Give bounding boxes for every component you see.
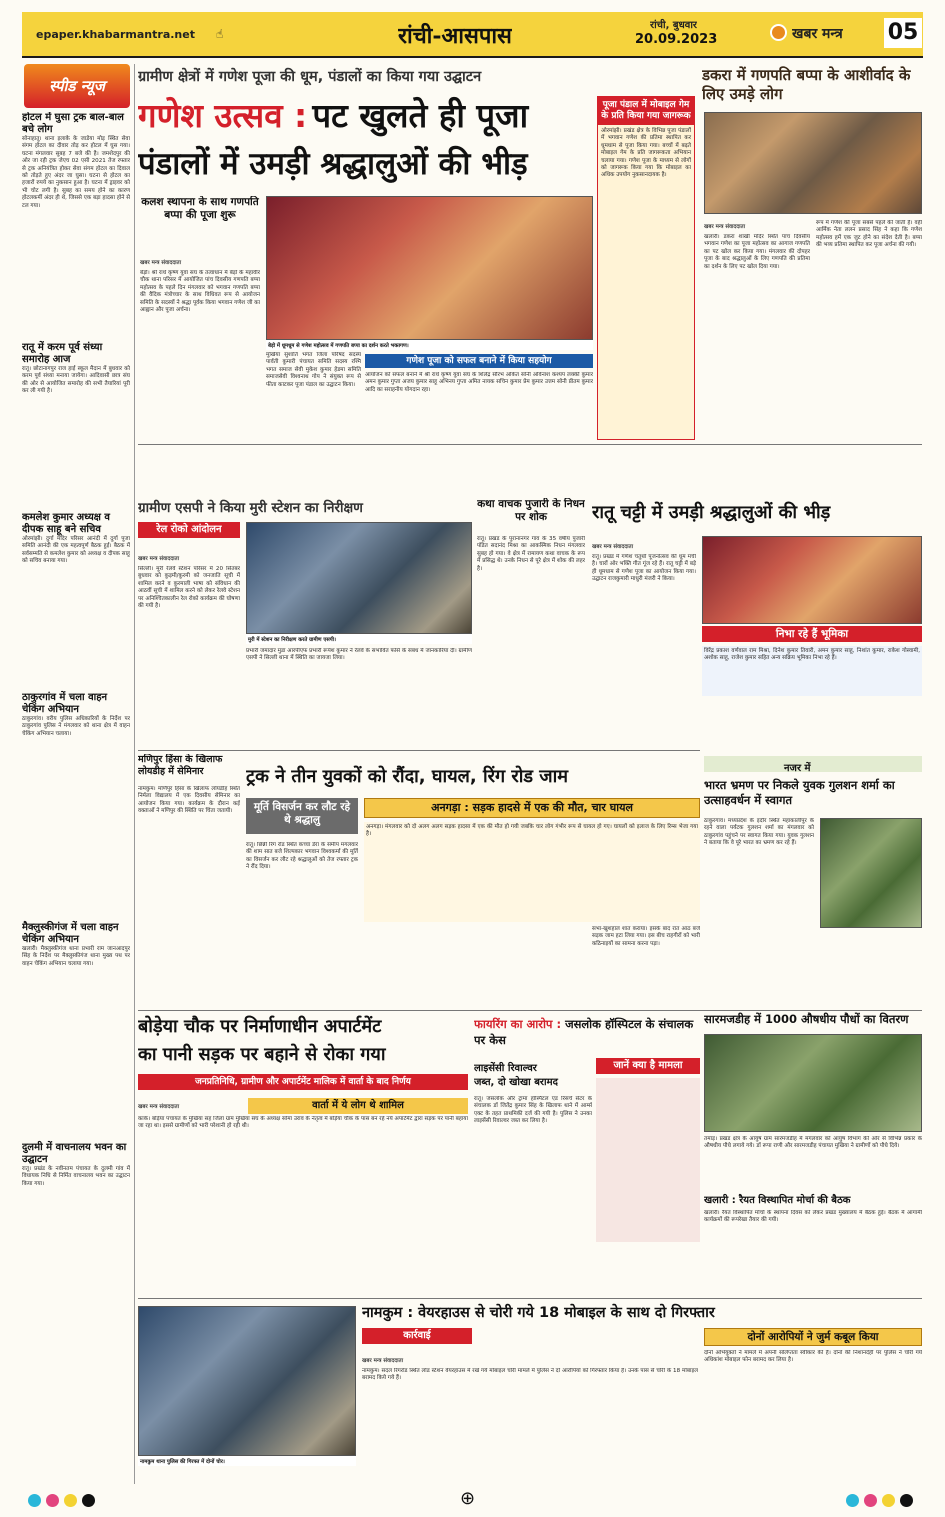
firing-sub-2: जब्त, दो खोखा बरामद — [474, 1077, 558, 1088]
brief-body: ठाकुरगांव। वरीय पुलिस अधिकारियों के निर्देश पर ठाकुरगांव पुलिस ने मंगलवार को थाना क्षेत्र में वाहन चेकिंग अभियान चलाया। — [22, 716, 130, 737]
gulshan-body: ठाकुरगांव। मध्यप्रदेश के इंदौर स्थित महाकालीपुर के रहने वाला पर्यटक गुलशन शर्मा का मंगलवार को ठाकुरगांव पहुंचने पर स्वागत किया गया। युवक गुलशन ने बताया कि वे पूरे भारत का भ्रमण कर रहे हैं। — [704, 818, 814, 847]
boreya-headline-2: का पानी सड़क पर बहाने से रोका गया — [138, 1044, 386, 1065]
registration-dot — [28, 1494, 41, 1507]
truck-body-1: रातू। छिन्नी रिंग रोड स्थित कच्चा डेरा के समीप मंगलवार की शाम सात बजे शिल्पकार भगवान विश्वकर्मा की मूर्ति का विसर्जन कर लौट रहे श्रद्धालुओं को तेज रफ्तार ट्रक ने रौंद दिया। — [246, 842, 358, 871]
gulshan-photo — [820, 818, 922, 928]
muri-photo — [246, 522, 472, 634]
speed-news-badge — [24, 64, 130, 108]
brief-headline: मैक्लुस्कीगंज में चला वाहन चेकिंग अभियान — [22, 922, 119, 945]
lead-body-col2: मुखिया सुशांति भगत जिला परिषद सदस्य पार्वती कुमारी पंचायत समिति सदस्य रश्मि भगत समाज सेवी मुकेश कुमार हेडमा समिति समाजसेवी विश्वनाथ गोप ने संयुक्त रूप से फीता काटकर पूजा पंडाल का उद्घाटन किया। — [266, 352, 361, 388]
registration-cross-icon: ⊕ — [460, 1488, 476, 1509]
firing-body: रातू। जसलोक और ट्रामा हॉस्पिटल एंड रिसर्च सेंटर के संचालक डॉ जितेंद्र कुमार सिंह के खिलाफ थाने में आर्म्स एक्ट के तहत प्राथमिकी दर्ज की गयी है। पुलिस ने उनका लाइसेंसी रिवाल्वर जब्त कर लिया है। — [474, 1096, 592, 1125]
issue-date: 20.09.2023 — [635, 32, 718, 47]
saramjadih-headline: सारमजडीह में 1000 औषधीय पौधों का वितरण — [704, 1012, 909, 1026]
firing-headline-red: फायरिंग का आरोप : — [474, 1017, 562, 1031]
role-body: विरेंद्र प्रकाश वर्णवाल राम मिश्रा, दिनेश कुमार तिवारी, अमन कुमार साहू, निशांत कुमार, राकेश गोस्वामी, अशोक साहू, राजेश कुमार सहित अन्य सक्रिय भूमिका निभा रहे हैं। — [702, 646, 922, 696]
mobile-box-body: ओरमांझी। प्रखंड क्षेत्र के विभिन्न पूजा पंडालों में भगवान गणेश की प्रतिमा स्थापित कर धूमधाम से पूजा किया गया। बच्चों में बढ़ते मोबाइल गेम के प्रति जागरूकता अभियान चलाया गया। गणेश पूजा के माध्यम से लोगों को जागरूक किया गया कि मोबाइल का अधिक उपयोग नुकसानदायक है। — [601, 128, 691, 179]
boreya-strip-label: जनप्रतिनिधि, ग्रामीण और अपार्टमेंट मालिक में वार्ता के बाद निर्णय — [195, 1077, 411, 1087]
namkum-headline: नामकुम : वेयरहाउस से चोरी गये 18 मोबाइल के साथ दो गिरफ्तार — [362, 1305, 715, 1321]
muri-photo-caption: मुरी में स्टेशन का निरीक्षण करते ग्रामीण एसपी। — [246, 634, 472, 644]
firing-headline — [474, 1016, 700, 1056]
brief-body: रातू। प्रखंड के नवीनतम पंचायत के दुलमी गांव में विधायक निधि से निर्मित वाचनालय भवन का उद्घाटन किया गया। — [22, 1166, 130, 1187]
ratu-chatti-byline: खबर मन्त्र संवाददाता — [592, 544, 634, 550]
lead-headline-line1 — [138, 92, 593, 140]
section-divider — [138, 1010, 922, 1011]
brief-headline: दुलमी में वाचनालय भवन का उद्घाटन — [22, 1142, 127, 1165]
action-tag-label: कार्रवाई — [403, 1330, 431, 1341]
news-brief — [22, 512, 130, 686]
muri-byline: खबर मन्त्र संवाददाता — [138, 556, 180, 562]
mobile-box-title: पूजा पंडाल में मोबाइल गेम के प्रति किया गया जागरूक — [598, 97, 694, 125]
lead-byline: खबर मन्त्र संवाददाता — [140, 260, 182, 266]
anagarha-strip — [364, 798, 700, 818]
lead-subhead: कलश स्थापना के साथ गणपति बप्पा की पूजा शुरू — [141, 196, 259, 221]
registration-dot — [846, 1494, 859, 1507]
know-strip-label: जानें क्या है मामला — [613, 1060, 683, 1071]
brief-headline: ठाकुरगांव में चला वाहन चेकिंग अभियान — [22, 692, 108, 715]
lead-photo-caption: बेड़ो में धूमधूम से गणेश महोत्सव में गणपति बप्पा का दर्शन करते भक्तगण। — [266, 340, 593, 350]
najar-tab-label: नजर में — [784, 763, 811, 772]
boreya-body: कांके। बोड़ेया पंचायत के मुखिया सह जिला ग्राम मुखिया संघ के अध्यक्ष सोमा उरांव के नेतृत्व में बोड़ेया चौक के पास बन रहे नये अपार्टमेंट द्वारा सड़क पर पानी बहाया जा रहा था। इससे ग्रामीणों को भारी परेशानी हो रही थी। — [138, 1116, 468, 1130]
muri-body-col2: प्रभारी जमादार मुंडा आरपीएफ प्रभारी रूपेश कुमार ने रेलवे के संभावित फोर्स के संबंध में जानकारियां दी। ग्रामीण एसपी ने सिल्ली थाना में स्थिति का जायजा लिया। — [246, 648, 472, 662]
registration-dot — [46, 1494, 59, 1507]
speed-news-column — [22, 112, 130, 1482]
ratu-chatti-headline: रातू चट्टी में उमड़ी श्रद्धालुओं की भीड़ — [592, 502, 831, 523]
lead-headline-line2: पंडालों में उमड़ी श्रद्धालुओं की भीड़ — [138, 146, 528, 182]
section-divider — [138, 1298, 922, 1299]
brief-headline: कमलेश कुमार अध्यक्ष व दीपक साहू बने सचिव — [22, 512, 110, 535]
section-divider — [138, 750, 700, 751]
seminar-headline: मणिपुर हिंसा के खिलाफ लोयडीह में सेमिनार — [138, 754, 223, 777]
boreya-strip — [138, 1074, 468, 1090]
section-divider — [138, 444, 922, 445]
brief-body: खलारी। मैक्लुस्कीगंज थाना प्रभारी राम जानआदपुर सिंह के निर्देश पर मैक्लुस्कीगंज थाना मुख्य पथ पर वाहन चेकिंग अभियान चलाया गया। — [22, 946, 130, 967]
dakra-body-col1: खलारी। डकरा शाखी मंदिर स्थित पांच दिवसीय भगवान गणेश का पूजा महोत्सव का आगाज गणपति का पट खोल कर किया गया। मंगलवार की दोपहर पूजा के बाद श्रद्धालुओं के लिए गणपति की प्रतिमा का दर्शन के लिए पट खोल दिया गया। — [704, 234, 810, 270]
news-brief — [22, 922, 130, 1136]
najar-tab — [704, 756, 922, 772]
lead-headline-main: पट खुलते ही पूजा — [312, 96, 529, 135]
brief-headline: रातू में करम पूर्व संध्या समारोह आज — [22, 342, 103, 365]
registration-dot — [82, 1494, 95, 1507]
news-brief — [22, 342, 130, 506]
rail-roko-tag — [138, 522, 240, 538]
ratu-chatti-photo — [702, 536, 922, 624]
registration-dot — [64, 1494, 77, 1507]
namkum-byline: खबर मन्त्र संवाददाता — [362, 1358, 404, 1364]
boreya-headline-1: बोड़ेया चौक पर निर्माणाधीन अपार्टमेंट — [138, 1016, 382, 1037]
namkum-photo — [138, 1306, 356, 1456]
namkum-body: नामकुम। सदल रिंगरोड स्थित लोड स्टेशन वेयरहाउस में रखे गये मोबाइल चोरी मामले में पुलिस ने दो आरोपियों को गिरफ्तार किया है। उनके पास से चोरी के 18 मोबाइल बरामद किये गये हैं। — [362, 1368, 698, 1382]
success-body: आयोजन को सफल बनाने में श्री राधे कृष्ण युवा संघ के शिलेंद्र सौरभ अंकित सोनी अविनाश कश्यप लक्की कुमार अमन कुमार गुप्ता अजय कुमार साहू अभिनय गुप्ता अमित नायक सचिन कुमार प्रेम कुमार उत्तम सोनी प्रीतम कुमार आदि का सराहनीय योगदान रहा। — [365, 372, 593, 393]
firing-sub-1: लाइसेंसी रिवाल्वर — [474, 1063, 537, 1074]
truck-box-head: मूर्ति विसर्जन कर लौट रहे थे श्रद्धालु — [246, 798, 358, 834]
success-strip — [365, 354, 593, 368]
role-strip — [702, 626, 922, 642]
news-brief — [22, 1142, 130, 1306]
saramjadih-body: तमाड़। प्रखंड क्षेत्र के आयुष ग्राम सारमजडीह में मंगलवार को आयुष विभाग की ओर से विभिन्न प्रकार के औषधीय पौधे लगाये गये। डॉ रूपा राणी और सारमजडीह पंचायत मुखिया ने ग्रामीणों को पौधे दिये। — [704, 1136, 922, 1150]
action-tag — [362, 1328, 472, 1344]
saramjadih-photo — [704, 1034, 922, 1132]
muri-body-col1: सिल्ली। मुरी रेलवे स्टेशन परिसर में 20 सितंबर बुधवार को कुड़मी/कुरमी को जनजाति सूची में शामिल करने व कुरमाली भाषा को संविधान की आठवीं सूची में शामिल करने को लेकर रेलवे स्टेशन पर अनिश्चितकालीन रेल रोको कार्यक्रम की घोषणा की गयी है। — [138, 566, 240, 610]
lead-photo — [266, 196, 593, 340]
brand-logo-icon — [770, 24, 787, 41]
confess-strip — [704, 1328, 922, 1346]
rail-roko-label: रेल रोको आंदोलन — [156, 524, 222, 535]
know-body — [596, 1078, 700, 1242]
brand-name: खबर मन्त्र — [792, 26, 843, 42]
lead-body-col1: बेड़ो। श्री राधे कृष्ण युवा संघ के तत्वाधान में बेड़ो के महावीर चौक थाना परिसर में आयोजित पांच दिवसीय गणपति बप्पा महोत्सव के पहले दिन मंगलवार को भगवान गणपति बप्पा की वैदिक मंत्रोच्चार के साथ विधिवत रूप से आयोजन समिति के सदस्यों ने श्रद्धा पूर्वक किया भगवान गणेश जी का आह्वान और पूजा अर्चना। — [140, 270, 260, 314]
namkum-photo-caption: नामकुम थाना पुलिस की गिरफ्त में दोनों चोर। — [138, 1456, 356, 1466]
lead-kicker: ग्रामीण क्षेत्रों में गणेश पूजा की धूम, पंडालों का किया गया उद्घाटन — [138, 69, 482, 85]
brief-body: रातू। छोटानागपुर राज हाई स्कूल मैदान में बुधवार को करम पूर्व संध्या मनाया जायेगा। आदिवासी छात्र संघ की ओर से आयोजित समारोह की सभी तैयारियां पूरी कर ली गयी है। — [22, 366, 130, 395]
priest-headline: कथा वाचक पुजारी के निधन पर शोक — [477, 498, 585, 523]
gulshan-headline: भारत भ्रमण पर निकले युवक गुलशन शर्मा का उत्साहवर्धन में स्वागत — [704, 778, 895, 807]
ratu-chatti-body: रातू। प्रखंड में गणेश चतुर्थी पूजनोत्सव की धूम मची है। चारों ओर भक्ति गीत गूंज रहे हैं। रातू चट्टी में बड़े ही धूमधाम से गणेश पूजा का आयोजन किया गया। उद्घाटन राजकुमारी माधुरी मंजरी ने किया। — [592, 554, 696, 583]
lead-headline-red: गणेश उत्सव : — [138, 96, 308, 135]
column-divider — [134, 64, 135, 1484]
truck-headline: ट्रक ने तीन युवकों को रौंदा, घायल, रिंग रोड जाम — [246, 766, 569, 787]
speed-news-label: स्पीड न्यूज — [49, 77, 105, 95]
city-day: रांची, बुधवार — [650, 20, 698, 31]
cursor-icon: ☝ — [216, 27, 224, 41]
registration-dot — [900, 1494, 913, 1507]
brief-body: ओरमांझी। दुर्गा मंदिर परिसर आनंदी में दुर्गा पूजा समिति आनंदी की एक महत्वपूर्ण बैठक हुई। बैठक में सर्वसम्मति से कमलेश कुमार को अध्यक्ष व दीपक साहू को सचिव बनाया गया। — [22, 536, 130, 565]
seminar-body: नामकुम। मणिपुर हिंसा के खिलाफ लोयडीह स्थित निर्मला विद्यालय में एक दिवसीय सेमिनार का आयोजन किया गया। कार्यक्रम के दौरान कई वक्ताओं ने मणिपुर की स्थिति पर चिंता जतायी। — [138, 786, 240, 815]
talks-strip-label: वार्ता में ये लोग थे शामिल — [312, 1100, 404, 1111]
dakra-body-col2: रूप में गणेश की पूजा सबसे पहले की जाती है। वहीं आर्मिक नेता ललन प्रसाद सिंह ने कहा कि गणेश महोत्सव हमें एक जुट होने का संदेश देती है। बप्पा की भव्य प्रतिमा स्थापित कर पूजा अर्चना की गयी। — [816, 220, 922, 249]
page-number: 05 — [884, 18, 922, 48]
priest-body: रातू। प्रखंड के पुरानानगर गांव के 35 वर्षीय पुजारी पंडित सदानंद मिश्रा का आकस्मिक निधन मंगलवार सुबह हो गया। वे क्षेत्र में रामायण कथा वाचक के रूप में प्रसिद्ध थे। उनके निधन से पूरे क्षेत्र में शोक की लहर है। — [477, 536, 585, 572]
news-brief — [22, 112, 130, 336]
anagarha-strip-label: अनगड़ा : सड़क हादसे में एक की मौत, चार घायल — [431, 801, 633, 814]
registration-dot — [864, 1494, 877, 1507]
anagarha-body: अनगड़ा। मंगलवार को दो अलग अलग सड़क हादसा में एक की मौत हो गयी जबकि चार लोग गंभीर रूप से घायल हो गए। घायलों को इलाज के लिए रिम्स भेजा गया है। — [364, 822, 700, 922]
talks-strip — [248, 1098, 468, 1114]
muri-kicker: ग्रामीण एसपी ने किया मुरी स्टेशन का निरीक्षण — [138, 500, 363, 516]
firing-headline-main: जसलोक हॉस्पिटल के संचालक पर केस — [474, 1017, 694, 1047]
boreya-byline: खबर मन्त्र संवाददाता — [138, 1104, 180, 1110]
section-title: रांची-आसपास — [398, 23, 512, 49]
know-strip — [596, 1058, 700, 1074]
truck-body-3: सभा-खुशहाल शांत कराया। इसके बाद रात आठ बजे सड़क जाम हटा लिया गया। इस बीच राहगीरों को भारी कठिनाइयों का सामना करना पड़ा। — [592, 926, 700, 947]
brief-body: सोनाहातू। थाना इलाके के जाडेया मोड़ स्थित सेवा संगम होटल का दीवार तोड़ कर होटल में घुस गया। घटना मंगलवार सुबह 7 बजे की है। जमशेदपुर की ओर जा रही ट्रक जेएच 02 एसी 2021 तेज रफ्तार से ट्रक अनियंत्रित होकर सेवा संगम होटल का दिवाल को तोड़ते हुए अंदर जा घुसा। घटना से होटल का हजारों रुपये का नुकसान हुआ है। घटना में ड्राइवर को भी चोट लगी है। सुबह का समय होने का कारण होटलकर्मी अंदर ही थे, जिससे एक बड़ा हादसा होने से टल गया। — [22, 136, 130, 209]
confess-strip-label: दोनों आरोपियों ने जुर्म कबूल किया — [747, 1331, 879, 1343]
registration-dot — [882, 1494, 895, 1507]
dakra-byline: खबर मन्त्र संवाददाता — [704, 224, 746, 230]
site-url[interactable]: epaper.khabarmantra.net — [36, 28, 195, 41]
confess-body: दोनों अभियुक्तों ने मामले में अपनी संलिप्तता स्वीकार की है। दोनों की निशानदेही पर पुलिस ने चोरी गये अधिकांश मोबाइल फोन बरामद कर लिया है। — [704, 1350, 922, 1364]
rail-meeting-headline: खलारी : रैयत विस्थापित मोर्चा की बैठक — [704, 1195, 851, 1206]
dakra-headline: डकरा में गणपति बप्पा के आशीर्वाद के लिए उमड़े लोग — [702, 66, 911, 103]
success-strip-label: गणेश पूजा को सफल बनाने में किया सहयोग — [406, 356, 552, 366]
role-strip-label: निभा रहे हैं भूमिका — [775, 628, 849, 640]
news-brief — [22, 692, 130, 916]
brief-headline: होटल में घुसा ट्रक बाल-बाल बचे लोग — [22, 112, 124, 135]
dakra-photo — [704, 112, 922, 214]
mobile-game-box — [597, 96, 695, 440]
rail-meeting-body: खलारी। रैयत विस्थापित मोर्चा के स्थापना दिवस को लेकर प्रखंड मुख्यालय में बैठक हुई। बैठक में आगामी कार्यक्रमों की रूपरेखा तैयार की गयी। — [704, 1210, 922, 1224]
